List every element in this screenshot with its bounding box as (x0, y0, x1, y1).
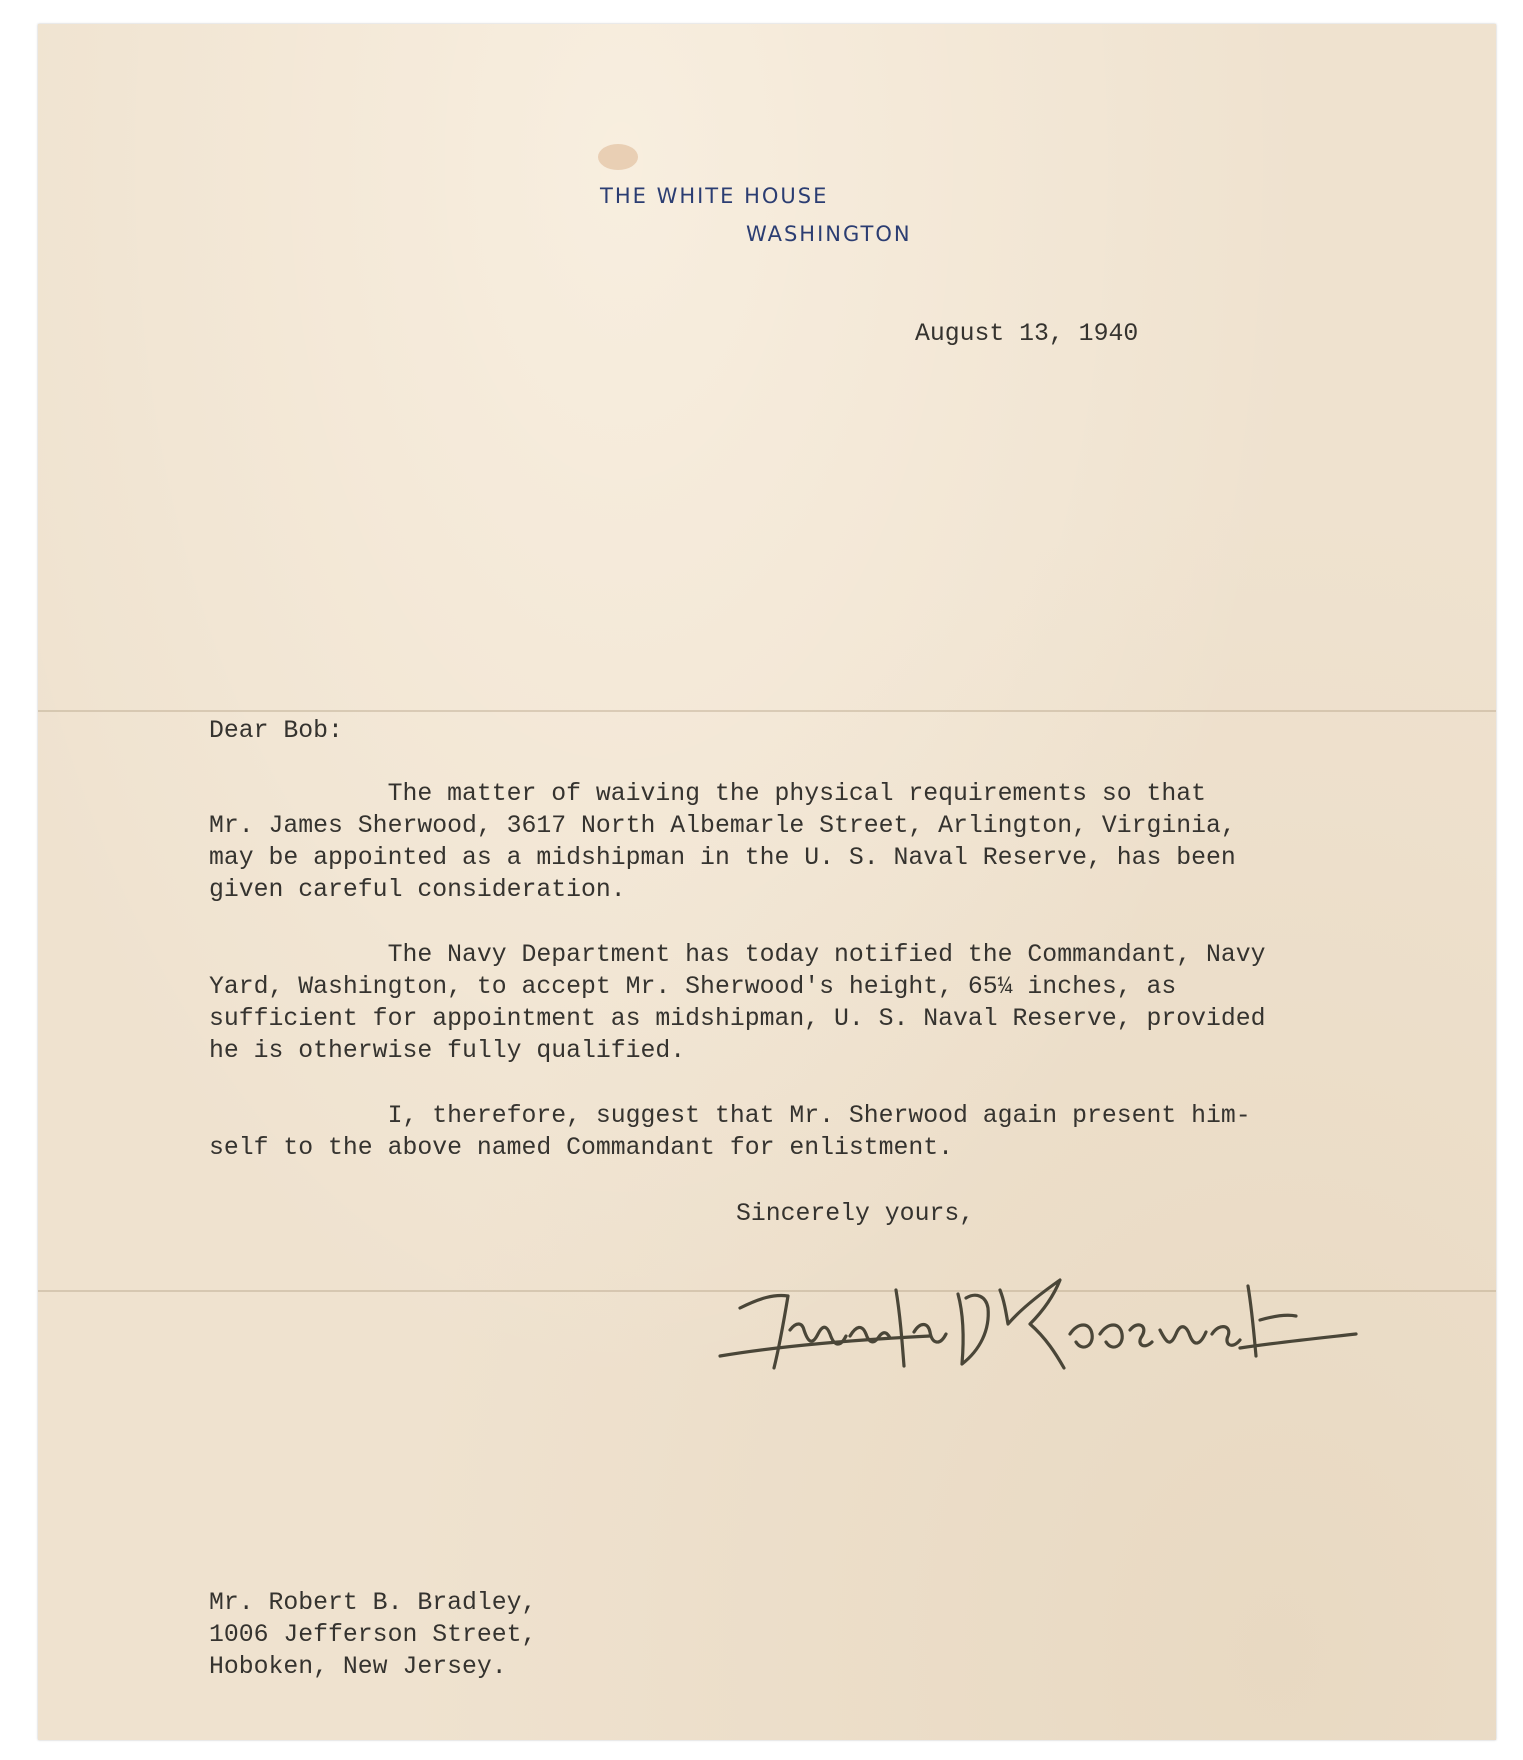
body-paragraph-1: The matter of waiving the physical requirements so that Mr. James Sherwood, 3617 North Albemarle Street, Arlington, Virginia, may be appointed as a midshipman in the U. S. Naval Reserve, has been given careful consideration. (209, 780, 1236, 904)
body-paragraph-3: I, therefore, suggest that Mr. Sherwood again present him- self to the above named Commandant for enlistment. (209, 1102, 1251, 1162)
paper-stain (598, 144, 638, 170)
recipient-address: Mr. Robert B. Bradley, 1006 Jefferson Street, Hoboken, New Jersey. (209, 1589, 537, 1681)
letterhead-title: THE WHITE HOUSE (600, 184, 829, 208)
letterhead-city: WASHINGTON (746, 222, 912, 246)
fold-line-upper (38, 710, 1496, 712)
salutation: Dear Bob: (209, 717, 343, 745)
letter-date: August 13, 1940 (915, 320, 1139, 348)
signature-drawing (700, 1250, 1360, 1390)
body-paragraph-2: The Navy Department has today notified the Commandant, Navy Yard, Washington, to accept Mr. Sherwood's height, 65¼ inches, as sufficient for appointment as midshipman, U. S. Naval Reserve, provided he is otherwise fully qualified. (209, 941, 1266, 1065)
signature (700, 1250, 1360, 1390)
closing: Sincerely yours, (736, 1200, 975, 1228)
